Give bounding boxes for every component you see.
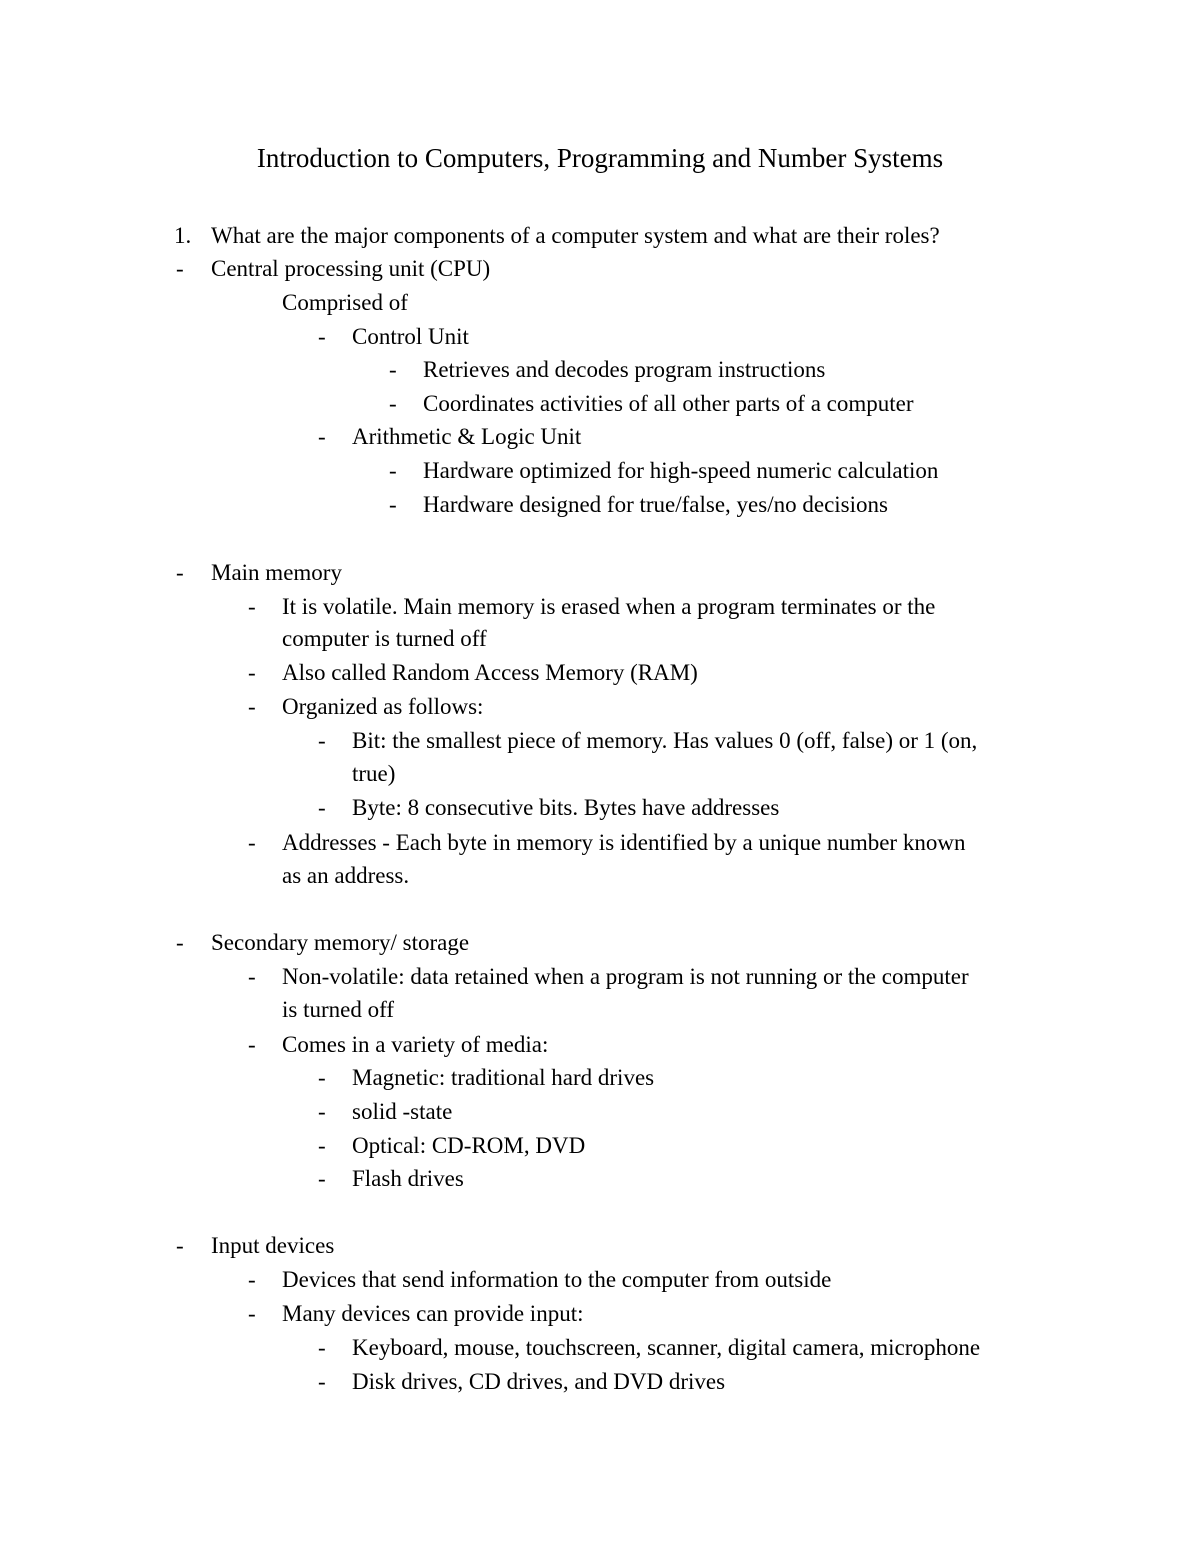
list-item-text: computer is turned off (282, 626, 487, 651)
page-title: Introduction to Computers, Programming and Number Systems (256, 143, 944, 173)
bullet-marker: - (248, 1267, 256, 1292)
list-item-text: Organized as follows: (282, 694, 484, 719)
list-item-text: Comes in a variety of media: (282, 1032, 549, 1057)
list-item-text: Also called Random Access Memory (RAM) (282, 660, 698, 685)
bullet-marker: - (318, 728, 326, 753)
bullet-marker: - (318, 1369, 326, 1394)
list-item-text: Keyboard, mouse, touchscreen, scanner, digital camera, microphone (352, 1335, 981, 1360)
input-devices-heading: Input devices (211, 1233, 335, 1258)
control-unit-heading: Control Unit (352, 324, 469, 349)
secondary-memory-heading: Secondary memory/ storage (211, 930, 470, 955)
bullet-marker: - (389, 391, 397, 416)
cpu-comprised-of: Comprised of (282, 290, 408, 315)
list-item-text: is turned off (282, 997, 395, 1022)
list-item-text: Hardware optimized for high-speed numeric calculation (423, 458, 939, 483)
bullet-marker: - (318, 1065, 326, 1090)
bullet-marker: - (248, 1301, 256, 1326)
bullet-marker: - (176, 560, 184, 585)
bullet-marker: - (248, 964, 256, 989)
bullet-marker: - (389, 357, 397, 382)
list-item-text: Byte: 8 consecutive bits. Bytes have addresses (352, 795, 780, 820)
bullet-marker: - (176, 930, 184, 955)
main-memory-heading: Main memory (211, 560, 342, 585)
bullet-marker: - (318, 1099, 326, 1124)
list-item-text: Bit: the smallest piece of memory. Has values 0 (off, false) or 1 (on, (352, 728, 978, 753)
bullet-marker: - (248, 694, 256, 719)
list-item-text: Addresses - Each byte in memory is identified by a unique number known (282, 830, 966, 855)
list-item-text: Flash drives (352, 1166, 464, 1191)
bullet-marker: - (176, 1233, 184, 1258)
list-item-text: Devices that send information to the computer from outside (282, 1267, 832, 1292)
bullet-marker: - (176, 256, 184, 281)
list-item-text: Optical: CD-ROM, DVD (352, 1133, 586, 1158)
alu-heading: Arithmetic & Logic Unit (352, 424, 582, 449)
bullet-marker: - (318, 1133, 326, 1158)
list-item-text: Coordinates activities of all other parts of a computer (423, 391, 914, 416)
bullet-marker: - (248, 660, 256, 685)
bullet-marker: - (389, 458, 397, 483)
list-item-text: Many devices can provide input: (282, 1301, 584, 1326)
bullet-marker: - (389, 492, 397, 517)
question-number: 1. (174, 223, 192, 248)
list-item-text: Magnetic: traditional hard drives (352, 1065, 655, 1090)
bullet-marker: - (318, 424, 326, 449)
list-item-text: Retrieves and decodes program instructions (423, 357, 826, 382)
bullet-marker: - (248, 594, 256, 619)
list-item-text: solid -state (352, 1099, 453, 1124)
list-item-text: as an address. (282, 863, 410, 888)
bullet-marker: - (318, 795, 326, 820)
list-item-text: Hardware designed for true/false, yes/no decisions (423, 492, 888, 517)
bullet-marker: - (248, 830, 256, 855)
bullet-marker: - (318, 1335, 326, 1360)
bullet-marker: - (318, 324, 326, 349)
list-item-text: It is volatile. Main memory is erased when a program terminates or the (282, 594, 936, 619)
bullet-marker: - (318, 1166, 326, 1191)
bullet-marker: - (248, 1032, 256, 1057)
list-item-text: Non-volatile: data retained when a program is not running or the computer (282, 964, 969, 989)
question-text: What are the major components of a computer system and what are their roles? (211, 223, 940, 248)
list-item-text: Disk drives, CD drives, and DVD drives (352, 1369, 726, 1394)
list-item-text: true) (352, 761, 396, 786)
cpu-heading: Central processing unit (CPU) (211, 256, 491, 281)
